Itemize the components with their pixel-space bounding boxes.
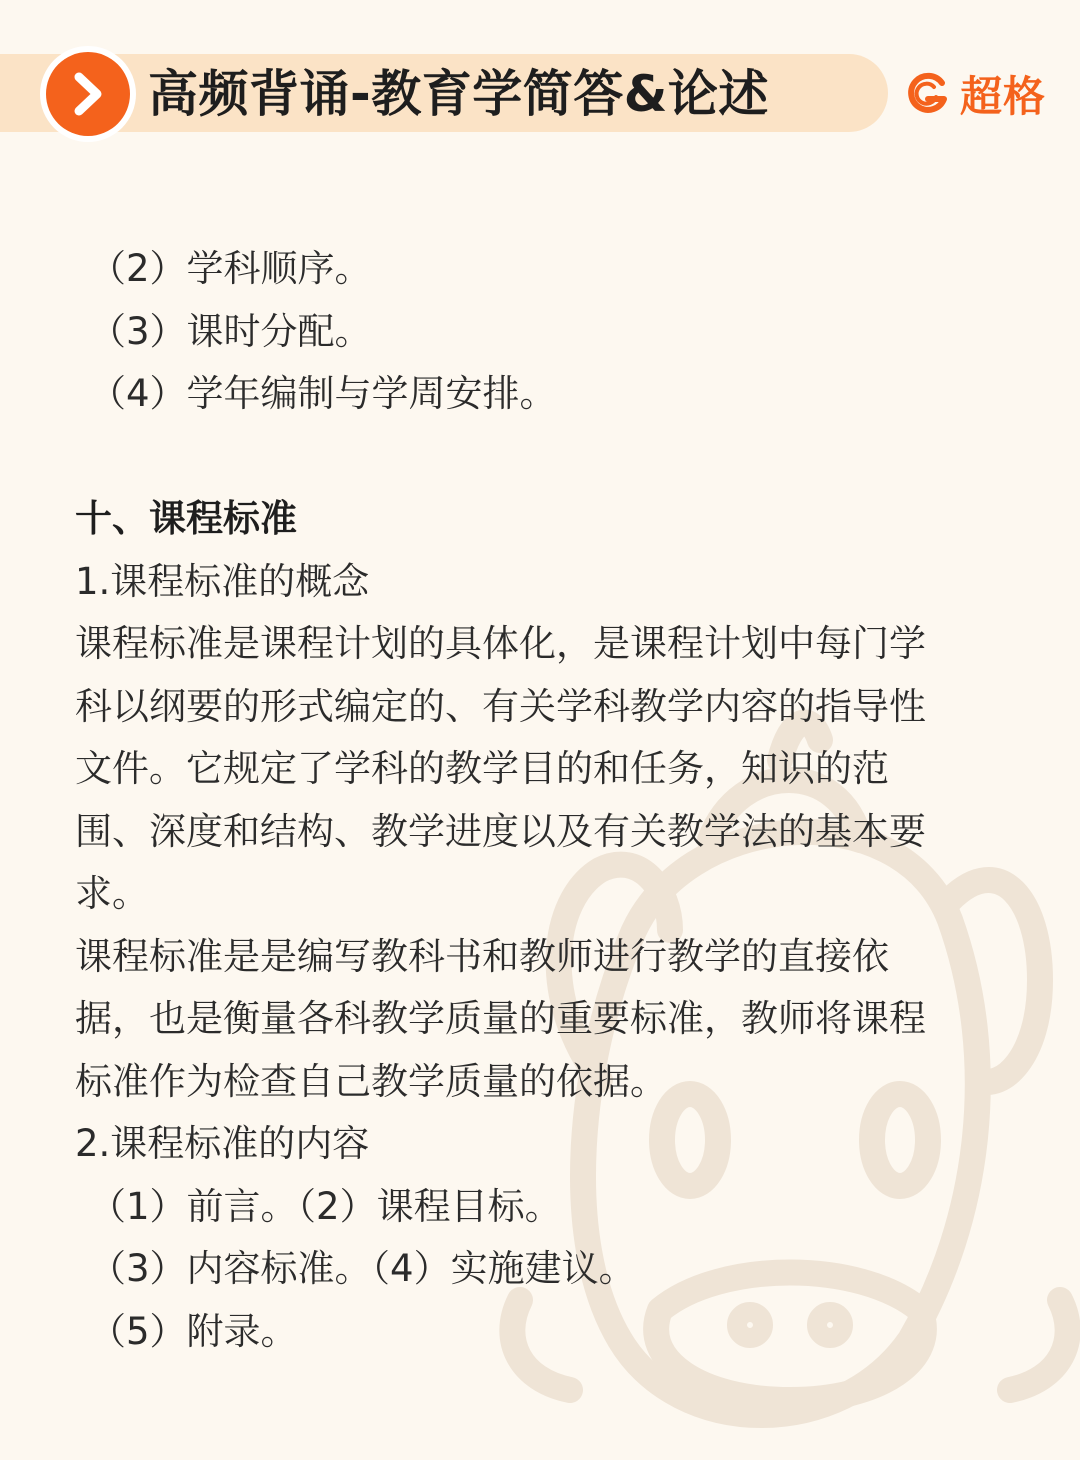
subsection-heading: 1.课程标准的概念 bbox=[75, 559, 370, 603]
subsection-heading: 2.课程标准的内容 bbox=[75, 1122, 370, 1165]
paragraph-line: 据，也是衡量各科教学质量的重要标准，教师将课程 bbox=[75, 997, 926, 1040]
list-item: （3）课时分配。 bbox=[89, 309, 372, 353]
chevron-right-badge bbox=[40, 46, 136, 142]
paragraph-line: 文件。它规定了学科的教学目的和任务，知识的范 bbox=[75, 747, 889, 790]
list-item: （5）附录。 bbox=[89, 1309, 298, 1353]
brand-logo bbox=[904, 62, 1046, 126]
paragraph-line: 标准作为检查自己教学质量的依据。 bbox=[75, 1059, 667, 1103]
paragraph-line: 求。 bbox=[75, 872, 149, 915]
paragraph-line: 课程标准是课程计划的具体化，是课程计划中每门学 bbox=[75, 622, 926, 665]
paragraph-line: 课程标准是是编写教科书和教师进行教学的直接依 bbox=[75, 934, 889, 978]
brand-name: 超格 bbox=[960, 72, 1047, 121]
brand-g-icon bbox=[904, 71, 950, 117]
document-body bbox=[75, 238, 985, 1363]
list-item: （1）前言。（2）课程目标。 bbox=[89, 1184, 562, 1228]
paragraph-line: 围、深度和结构、教学进度以及有关教学法的基本要 bbox=[75, 809, 926, 853]
header bbox=[0, 0, 1080, 150]
page-title: 高频背诵-教育学简答&论述 bbox=[148, 65, 769, 123]
list-item: （4）学年编制与学周安排。 bbox=[89, 372, 557, 415]
spacer bbox=[75, 426, 985, 489]
chevron-right-icon bbox=[65, 71, 111, 117]
paragraph-line: 科以纲要的形式编定的、有关学科教学内容的指导性 bbox=[75, 684, 926, 728]
list-item: （2）学科顺序。 bbox=[89, 247, 372, 290]
section-heading: 十、课程标准 bbox=[75, 497, 297, 540]
list-item: （3）内容标准。（4）实施建议。 bbox=[89, 1247, 636, 1290]
